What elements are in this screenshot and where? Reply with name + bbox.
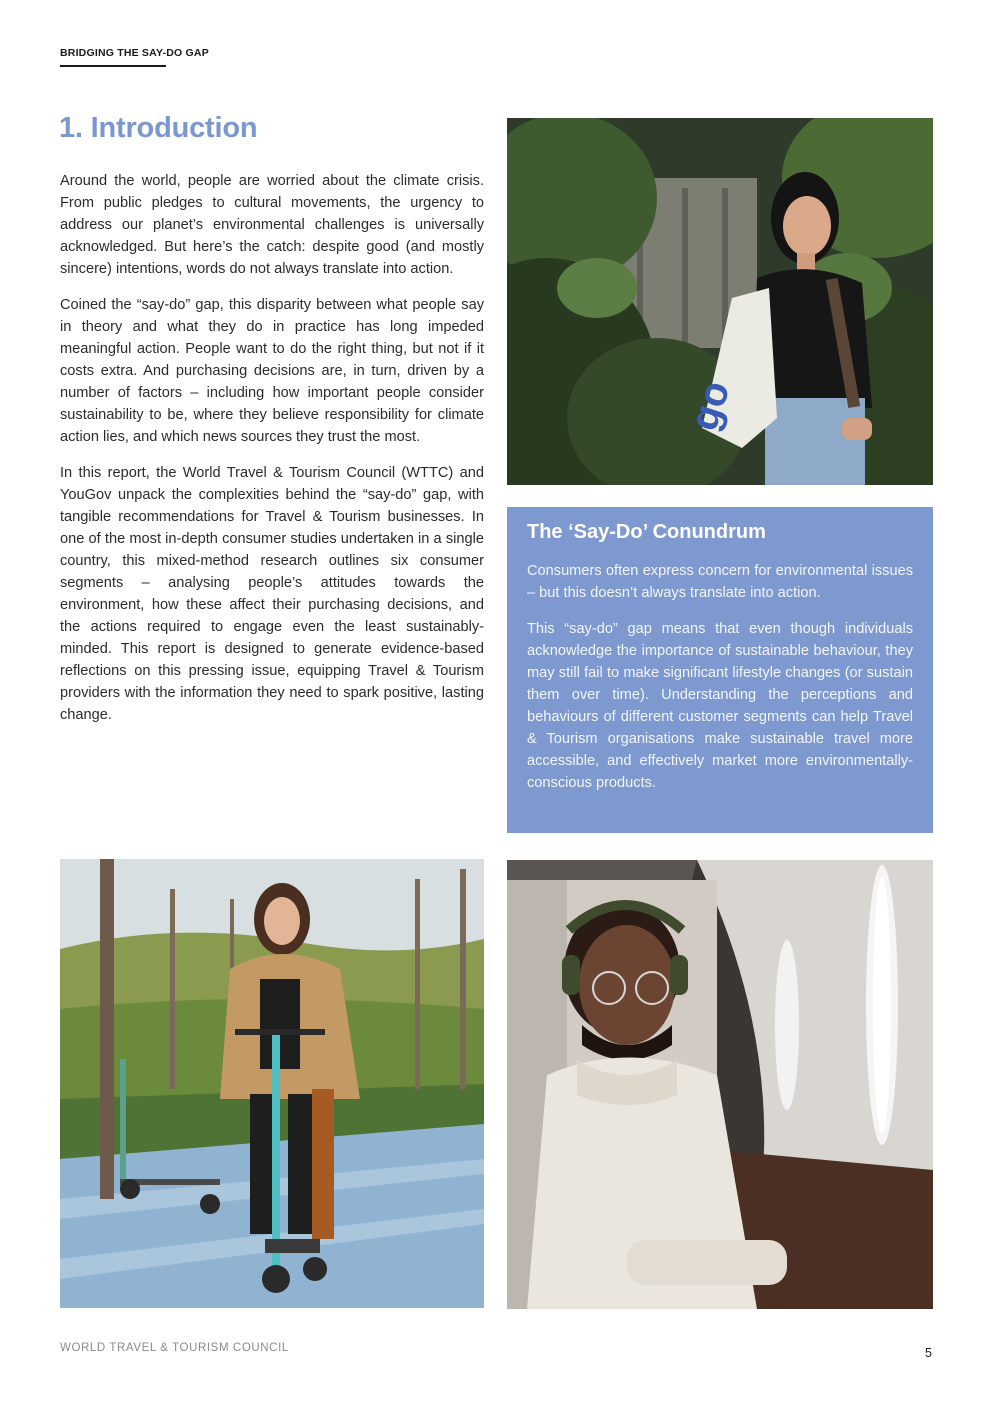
intro-body bbox=[60, 170, 484, 740]
callout-paragraph-1: Consumers often express concern for environmental issues – but this doesn’t always translate into action. bbox=[527, 563, 913, 601]
section-title: 1. Introduction bbox=[59, 112, 258, 144]
photo-woman-on-scooter bbox=[60, 859, 484, 1308]
callout-title: The ‘Say-Do’ Conundrum bbox=[527, 521, 766, 543]
intro-paragraph-2: Coined the “say-do” gap, this disparity between what people say in theory and what they do in practice has long impeded meaningful action. People want to do the right thing, but not if it costs extra. And purchasing decisions are, in turn, driven by a number of factors – including how important people consider sustainability to be, where they believe responsibility for climate action lies, and which news sources they trust the most. bbox=[60, 297, 484, 445]
header-underline bbox=[60, 65, 166, 67]
page-number: 5 bbox=[925, 1346, 932, 1360]
svg-text:go: go bbox=[681, 375, 739, 436]
intro-paragraph-1: Around the world, people are worried about the climate crisis. From public pledges to cultural movements, the urgency to address our planet’s environmental challenges is universally acknowledged. But here’s the catch: despite good (and mostly sincere) intentions, words do not always translate into action. bbox=[60, 173, 484, 277]
photo-woman-with-tote-bag bbox=[507, 118, 933, 485]
running-header: BRIDGING THE SAY-DO GAP bbox=[60, 47, 209, 59]
callout-paragraph-2: This “say-do” gap means that even though individuals acknowledge the importance of sustainable behaviour, they may still fail to make significant lifestyle changes (or sustain them over time). Understanding the perceptions and behaviours of different customer segments can help Travel & Tourism organisations make sustainable travel more accessible, and effectively market more environmentally-conscious products. bbox=[527, 621, 913, 791]
footer-organization: WORLD TRAVEL & TOURISM COUNCIL bbox=[60, 1342, 289, 1354]
photo-man-on-airplane bbox=[507, 860, 933, 1309]
intro-paragraph-3: In this report, the World Travel & Tourism Council (WTTC) and YouGov unpack the complexities behind the “say-do” gap, with tangible recommendations for Travel & Tourism businesses. In one of the most in-depth consumer studies undertaken in a single country, this mixed-method research outlines six consumer segments – analysing people’s attitudes towards the environment, how these affect their purchasing decisions, and the actions required to engage even the least sustainably-minded. This report is designed to generate evidence-based reflections on this pressing issue, equipping Travel & Tourism providers with the information they need to spark positive, lasting change. bbox=[60, 465, 484, 723]
say-do-conundrum-callout bbox=[507, 507, 933, 833]
